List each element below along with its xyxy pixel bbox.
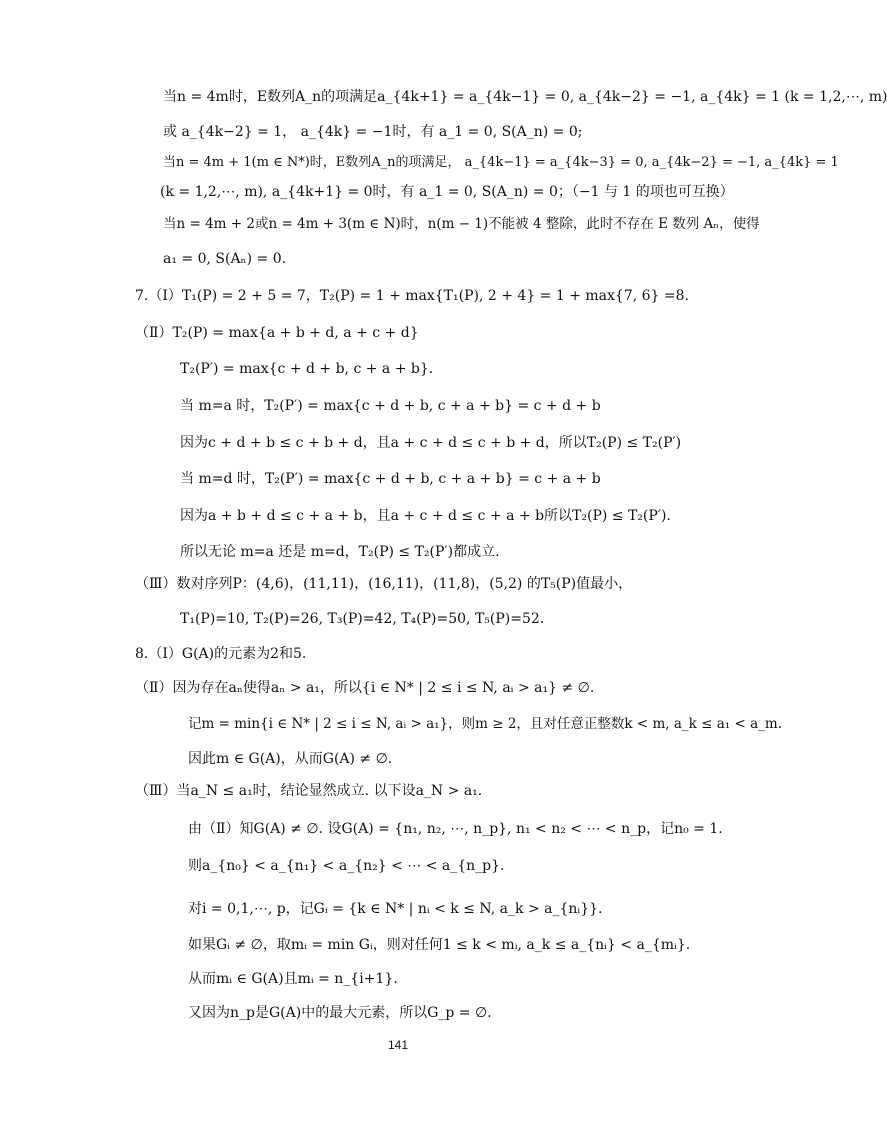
text-line-12: 当 m=d 时，T₂(P′) = max{c + d + b, c + a + b} = c + a + b <box>180 471 601 487</box>
text-line-25: 如果Gᵢ ≠ ∅，取mᵢ = min Gᵢ，则对任何1 ≤ k < mᵢ, a_k ≤ a_{nᵢ} < a_{mᵢ}. <box>188 937 691 953</box>
text-line-9: T₂(P′) = max{c + d + b, c + a + b}. <box>180 361 434 377</box>
text-line-27: 又因为n_p是G(A)中的最大元素，所以G_p = ∅. <box>188 1005 492 1021</box>
text-line-17: 8.（Ⅰ）G(A)的元素为2和5. <box>135 646 307 662</box>
text-line-26: 从而mᵢ ∈ G(A)且mᵢ = n_{i+1}. <box>188 971 398 987</box>
text-line-10: 当 m=a 时，T₂(P′) = max{c + d + b, c + a + b} = c + d + b <box>180 398 601 414</box>
text-line-7: 7.（Ⅰ）T₁(P) = 2 + 5 = 7，T₂(P) = 1 + max{T₁(P), 2 + 4} = 1 + max{7, 6} =8. <box>135 288 689 304</box>
text-line-8: （Ⅱ）T₂(P) = max{a + b + d, a + c + d} <box>135 325 419 341</box>
text-line-21: （Ⅲ）当a_N ≤ a₁时，结论显然成立. 以下设a_N > a₁. <box>135 783 483 799</box>
text-line-24: 对i = 0,1,⋯, p，记Gᵢ = {k ∈ N* | nᵢ < k ≤ N, a_k > a_{nᵢ}}. <box>188 901 603 917</box>
text-line-11: 因为c + d + b ≤ c + b + d，且a + c + d ≤ c + b + d，所以T₂(P) ≤ T₂(P′) <box>180 435 682 451</box>
text-line-15: （Ⅲ）数对序列P：(4,6)，(11,11)，(16,11)，(11,8)，(5,2) 的T₅(P)值最小， <box>135 576 633 592</box>
text-line-18: （Ⅱ）因为存在aₙ使得aₙ > a₁，所以{i ∈ N* | 2 ≤ i ≤ N, aᵢ > a₁} ≠ ∅. <box>135 680 595 696</box>
text-line-2: 或 a_{4k−2} = 1， a_{4k} = −1时，有 a_1 = 0, S(A_n) = 0; <box>163 124 583 140</box>
text-line-1: 当n = 4m时，E数列A_n的项满足a_{4k+1} = a_{4k−1} = 0, a_{4k−2} = −1, a_{4k} = 1 (k = 1,2,⋯, m) <box>163 89 887 105</box>
text-line-23: 则a_{n₀} < a_{n₁} < a_{n₂} < ⋯ < a_{n_p}. <box>188 858 505 874</box>
page-number: 141 <box>388 1038 409 1052</box>
text-line-19: 记m = min{i ∈ N* | 2 ≤ i ≤ N, aᵢ > a₁}，则m ≥ 2，且对任意正整数k < m, a_k ≤ a₁ < a_m. <box>188 716 782 732</box>
text-line-3: 当n = 4m + 1(m ∈ N*)时，E数列A_n的项满足， a_{4k−1} = a_{4k−3} = 0, a_{4k−2} = −1, a_{4k} = 1 <box>163 155 839 170</box>
text-line-16: T₁(P)=10, T₂(P)=26, T₃(P)=42, T₄(P)=50, T₅(P)=52. <box>180 611 545 627</box>
text-line-22: 由（Ⅱ）知G(A) ≠ ∅. 设G(A) = {n₁, n₂, ⋯, n_p}, n₁ < n₂ < ⋯ < n_p，记n₀ = 1. <box>188 821 723 837</box>
text-line-20: 因此m ∈ G(A)，从而G(A) ≠ ∅. <box>188 751 393 767</box>
text-line-4: (k = 1,2,⋯, m), a_{4k+1} = 0时，有 a_1 = 0, S(A_n) = 0；（−1 与 1 的项也可互换） <box>160 184 734 200</box>
text-line-13: 因为a + b + d ≤ c + a + b，且a + c + d ≤ c + a + b所以T₂(P) ≤ T₂(P′). <box>180 508 671 524</box>
text-line-6: a₁ = 0, S(Aₙ) = 0. <box>163 251 287 267</box>
text-line-5: 当n = 4m + 2或n = 4m + 3(m ∈ N)时，n(m − 1)不能被 4 整除，此时不存在 E 数列 Aₙ，使得 <box>163 216 760 232</box>
text-line-14: 所以无论 m=a 还是 m=d，T₂(P) ≤ T₂(P′)都成立. <box>180 544 500 560</box>
